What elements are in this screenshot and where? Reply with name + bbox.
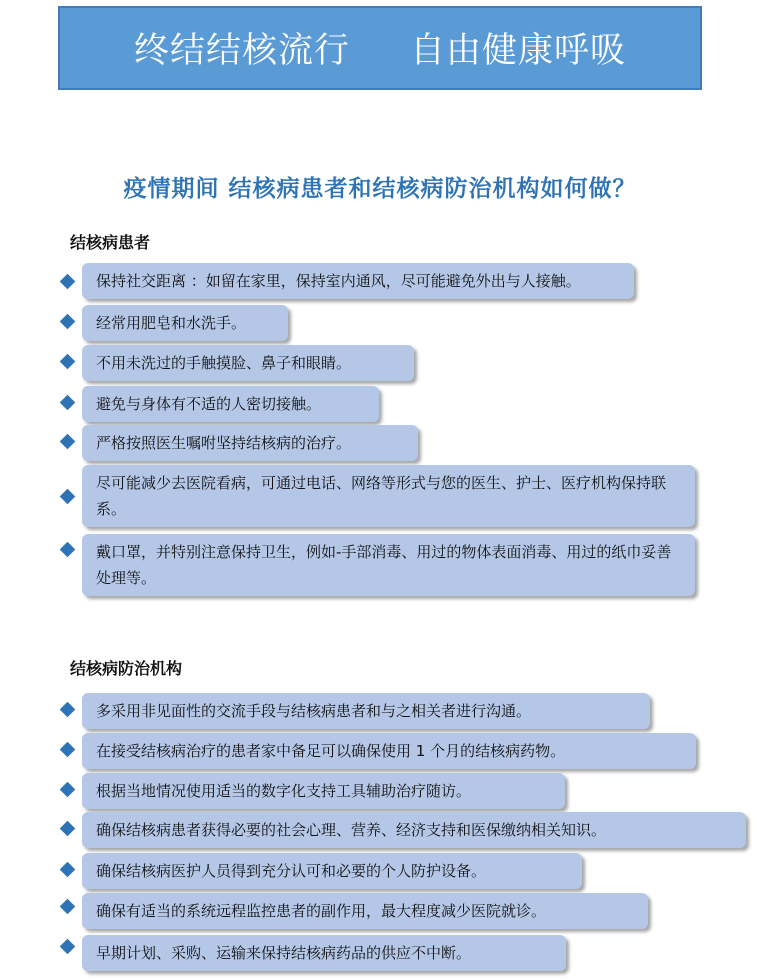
headline: 疫情期间 结核病患者和结核病防治机构如何做？	[123, 176, 637, 202]
diamond-bullet-icon	[60, 939, 76, 955]
section-title-institutions: 结核病防治机构	[70, 659, 183, 678]
banner-title-right: 自由健康呼吸	[410, 31, 627, 71]
item-text: 经常用肥皂和水洗手。	[82, 305, 288, 341]
diamond-bullet-icon	[60, 489, 76, 505]
section-title-patients: 结核病患者	[70, 233, 151, 252]
item-text: 确保结核病患者获得必要的社会心理、营养、经济支持和医保缴纳相关知识。	[82, 812, 746, 848]
diamond-bullet-icon	[60, 862, 76, 878]
diamond-bullet-icon	[60, 899, 76, 915]
diamond-bullet-icon	[60, 434, 76, 450]
diamond-bullet-icon	[60, 274, 76, 290]
diamond-bullet-icon	[60, 314, 76, 330]
diamond-bullet-icon	[60, 821, 76, 837]
diamond-bullet-icon	[60, 354, 76, 370]
item-text: 戴口罩，并特别注意保持卫生，例如-手部消毒、用过的物体表面消毒、用过的纸巾妥善处理等。	[82, 534, 695, 596]
item-text: 不用未洗过的手触摸脸、鼻子和眼睛。	[82, 345, 414, 381]
diamond-bullet-icon	[60, 742, 76, 758]
title-banner	[58, 6, 702, 90]
diamond-bullet-icon	[60, 782, 76, 798]
diamond-bullet-icon	[60, 395, 76, 411]
banner-title-left: 终结结核流行	[133, 31, 350, 71]
item-text: 多采用非见面性的交流手段与结核病患者和与之相关者进行沟通。	[82, 693, 650, 729]
item-text: 严格按照医生嘱咐坚持结核病的治疗。	[82, 425, 418, 461]
diamond-bullet-icon	[60, 542, 76, 558]
item-text: 确保结核病医护人员得到充分认可和必要的个人防护设备。	[82, 853, 582, 889]
item-text: 保持社交距离 ：如留在家里，保持室内通风，尽可能避免外出与人接触。	[82, 263, 634, 299]
item-text: 早期计划、采购、运输来保持结核病药品的供应不中断。	[82, 935, 566, 971]
item-text: 根据当地情况使用适当的数字化支持工具辅助治疗随访。	[82, 773, 565, 809]
diamond-bullet-icon	[60, 702, 76, 718]
item-text: 尽可能减少去医院看病，可通过电话、网络等形式与您的医生、护士、医疗机构保持联系。	[82, 465, 695, 527]
item-text: 避免与身体有不适的人密切接触。	[82, 386, 379, 422]
item-text: 确保有适当的系统远程监控患者的副作用，最大程度减少医院就诊。	[82, 893, 648, 929]
item-text: 在接受结核病治疗的患者家中备足可以确保使用 1 个月的结核病药物。	[82, 733, 696, 769]
